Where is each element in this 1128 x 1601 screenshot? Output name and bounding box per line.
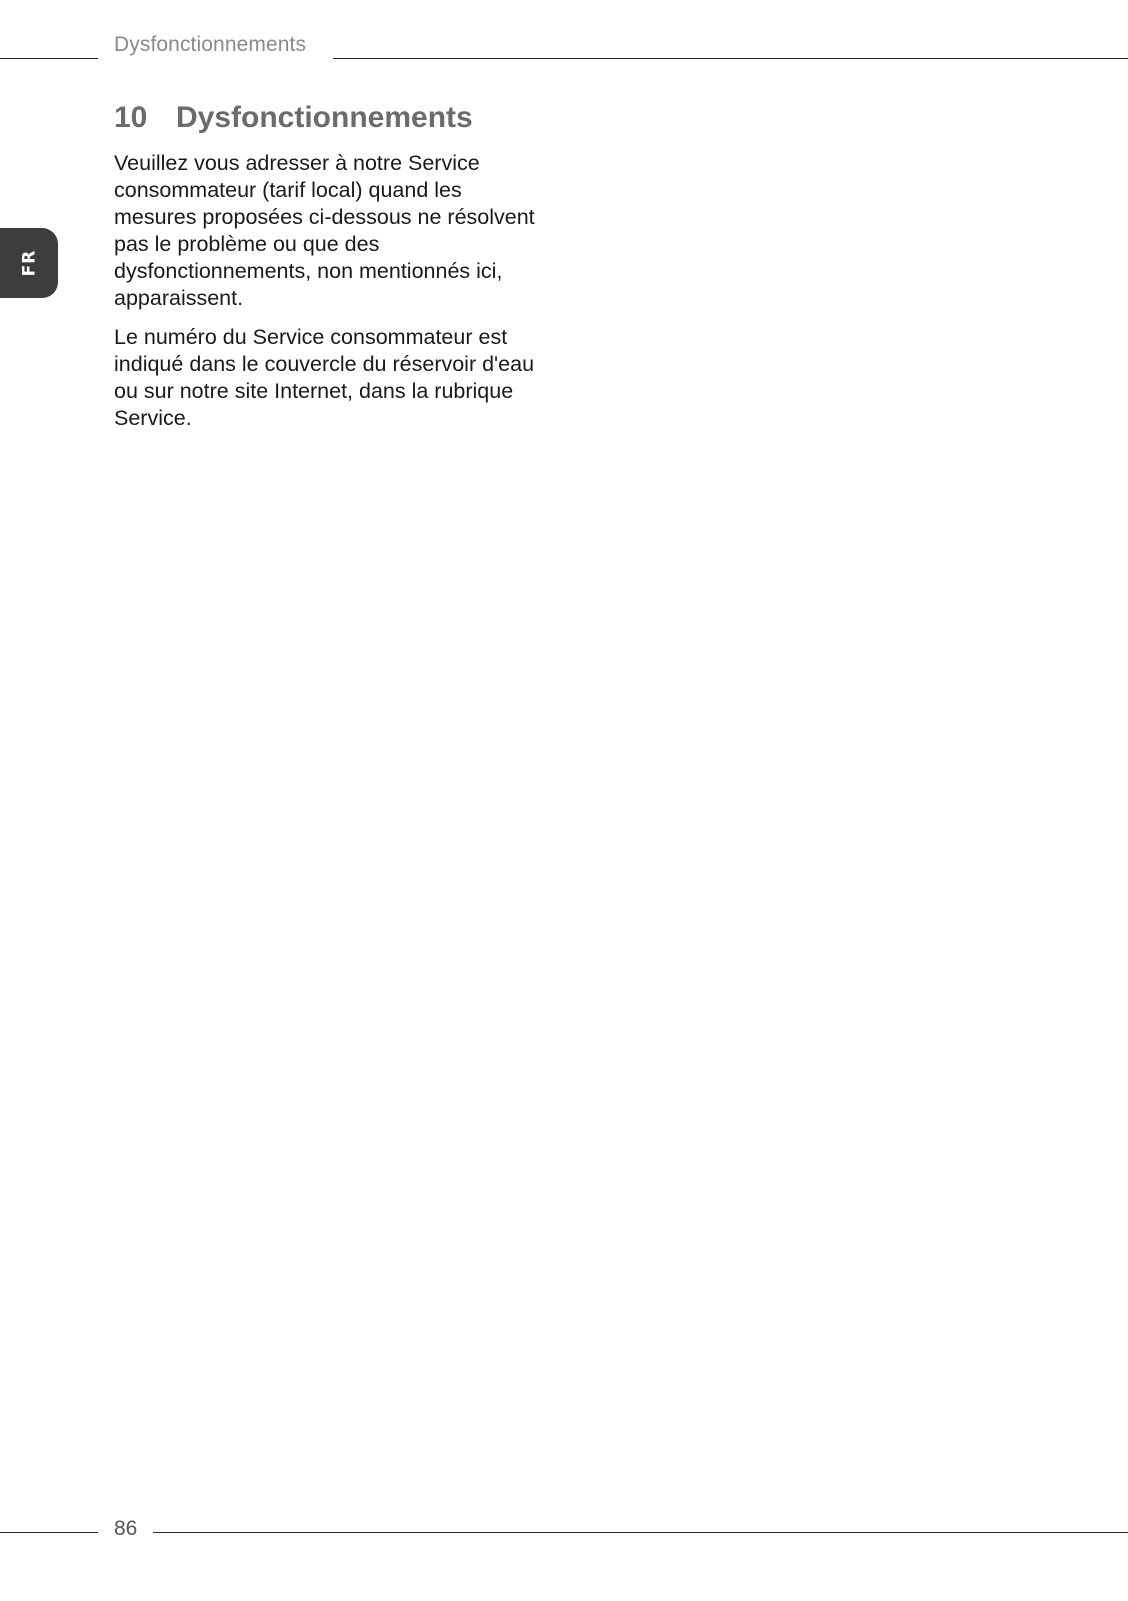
language-tab-label: FR — [18, 249, 39, 277]
language-tab — [0, 228, 58, 298]
header-rule-left — [0, 58, 98, 59]
section-title: Dysfonctionnements — [176, 101, 473, 134]
footer-rule-left — [0, 1532, 98, 1533]
header-rule-right — [333, 58, 1128, 59]
section-number: 10 — [114, 101, 148, 134]
page-number: 86 — [114, 1517, 138, 1540]
running-header-title: Dysfonctionnements — [114, 33, 307, 56]
paragraph: Le numéro du Service consommateur est indiqué dans le couvercle du réservoir d'eau ou sur notre site Internet, dans la rubrique Service. — [114, 325, 535, 430]
section-heading — [114, 100, 473, 136]
section-body — [114, 150, 544, 444]
footer-rule-right — [153, 1532, 1128, 1533]
paragraph: Veuillez vous adresser à notre Service consommateur (tarif local) quand les mesures proposées ci-dessous ne résolvent pas le problème ou que des dysfonctionnements, non mentionnés ici, apparaissent. — [114, 151, 535, 310]
